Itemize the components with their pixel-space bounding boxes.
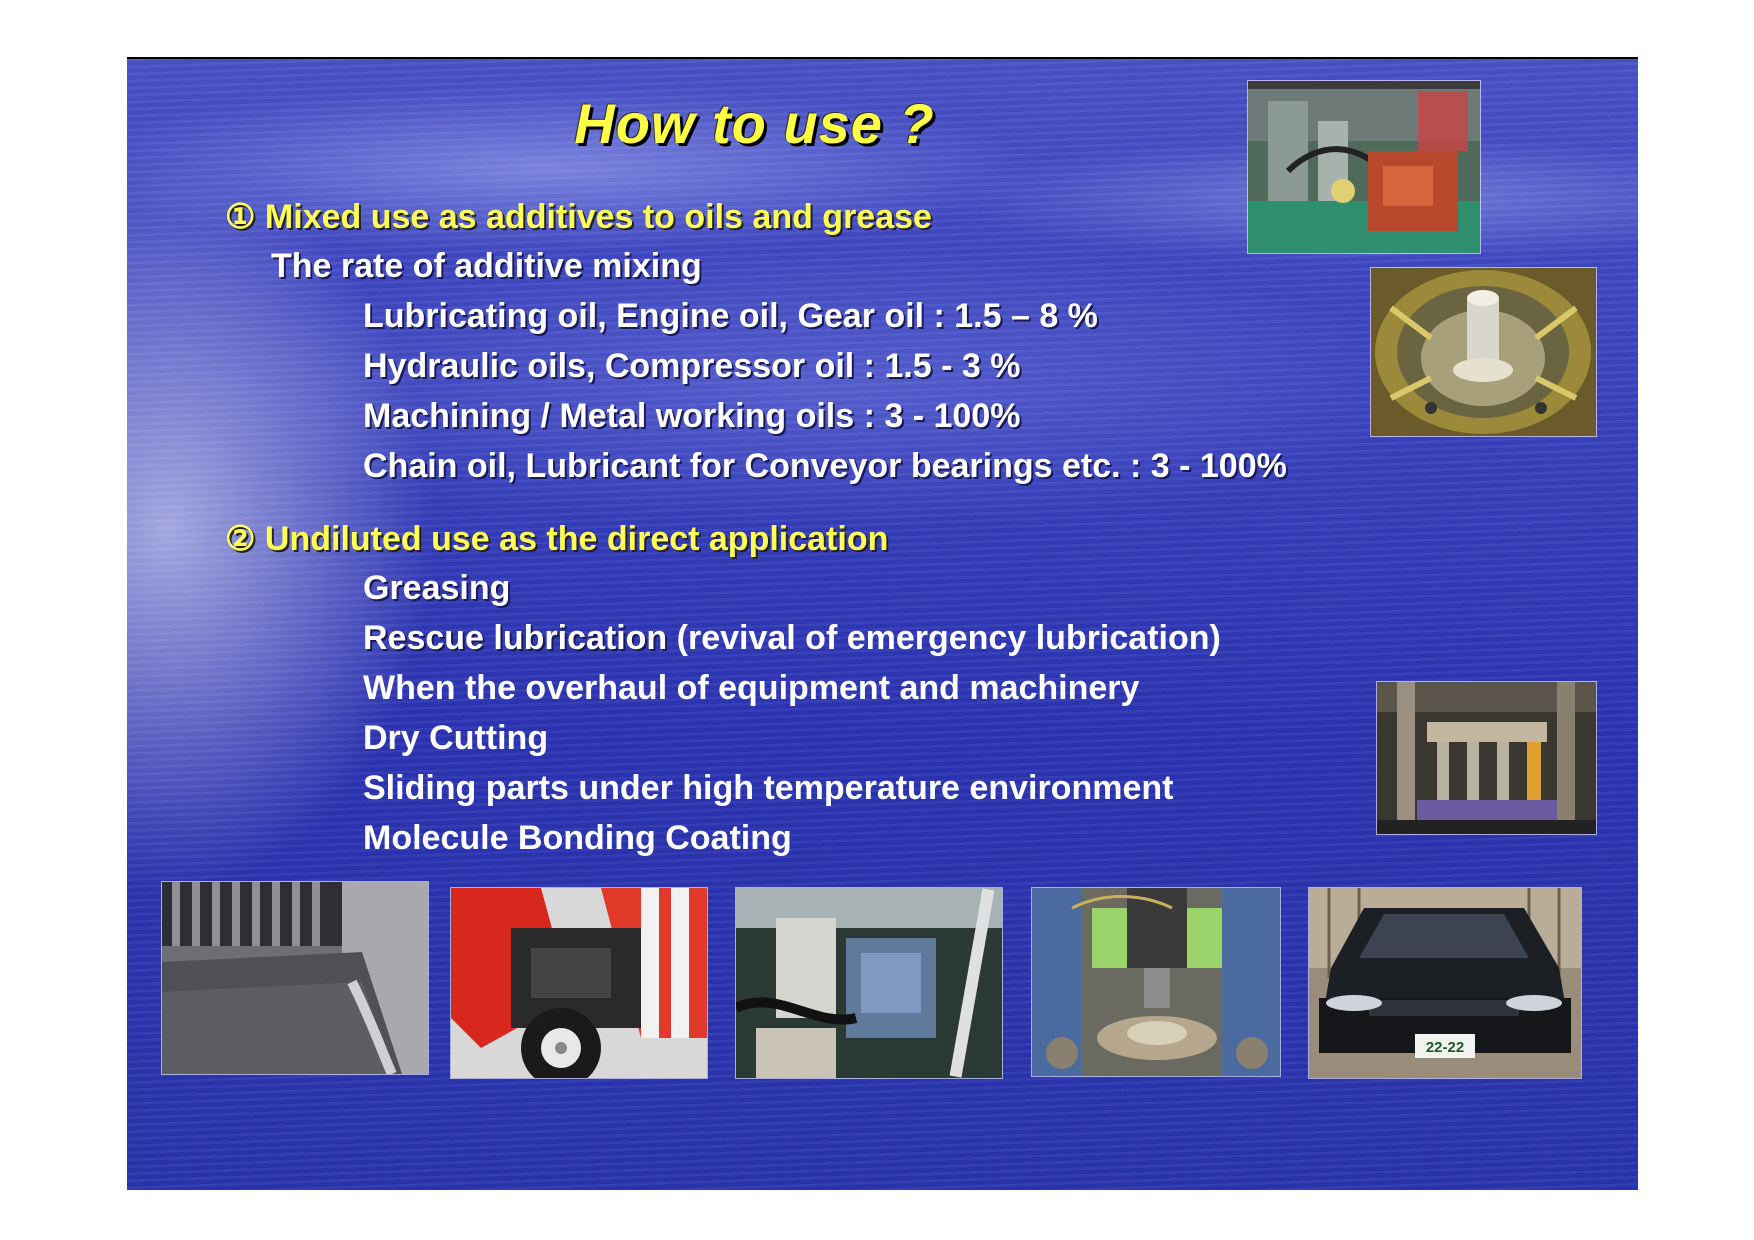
photo-car [1308, 887, 1582, 1079]
photo-press-machine [1376, 681, 1597, 835]
section1-item: Hydraulic oils, Compressor oil : 1.5 - 3 % [363, 347, 1021, 385]
section2-item: Molecule Bonding Coating [363, 819, 792, 857]
section1-item: Machining / Metal working oils : 3 - 100% [363, 397, 1021, 435]
section2-item-rescue-note: (revival of emergency lubrication) [676, 619, 1221, 657]
photo-drill-press [1031, 887, 1281, 1077]
section2-item-rescue [363, 619, 1221, 658]
section2-item: Sliding parts under high temperature environment [363, 769, 1174, 807]
section1-heading: ① Mixed use as additives to oils and grease [225, 198, 932, 236]
page-title: How to use ? [574, 92, 935, 155]
section1-subheading: The rate of additive mixing [271, 247, 702, 285]
license-plate-text: 22-22 [1425, 1039, 1465, 1056]
photo-compressor [735, 887, 1003, 1079]
photo-metal-rolling [161, 881, 429, 1075]
section1-item: Chain oil, Lubricant for Conveyor bearings etc. : 3 - 100% [363, 447, 1287, 485]
photo-bearing-drum [1370, 267, 1597, 437]
photo-truck-engine [450, 887, 708, 1079]
photo-factory-machinery [1247, 80, 1481, 254]
slide [127, 57, 1638, 1190]
section2-item: Greasing [363, 569, 511, 607]
section2-item: When the overhaul of equipment and machinery [363, 669, 1140, 707]
section2-heading: ② Undiluted use as the direct application [225, 520, 889, 558]
section2-item: Dry Cutting [363, 719, 549, 757]
section1-item: Lubricating oil, Engine oil, Gear oil : 1.5 – 8 % [363, 297, 1098, 335]
section2-item-rescue-main: Rescue lubrication [363, 619, 668, 657]
